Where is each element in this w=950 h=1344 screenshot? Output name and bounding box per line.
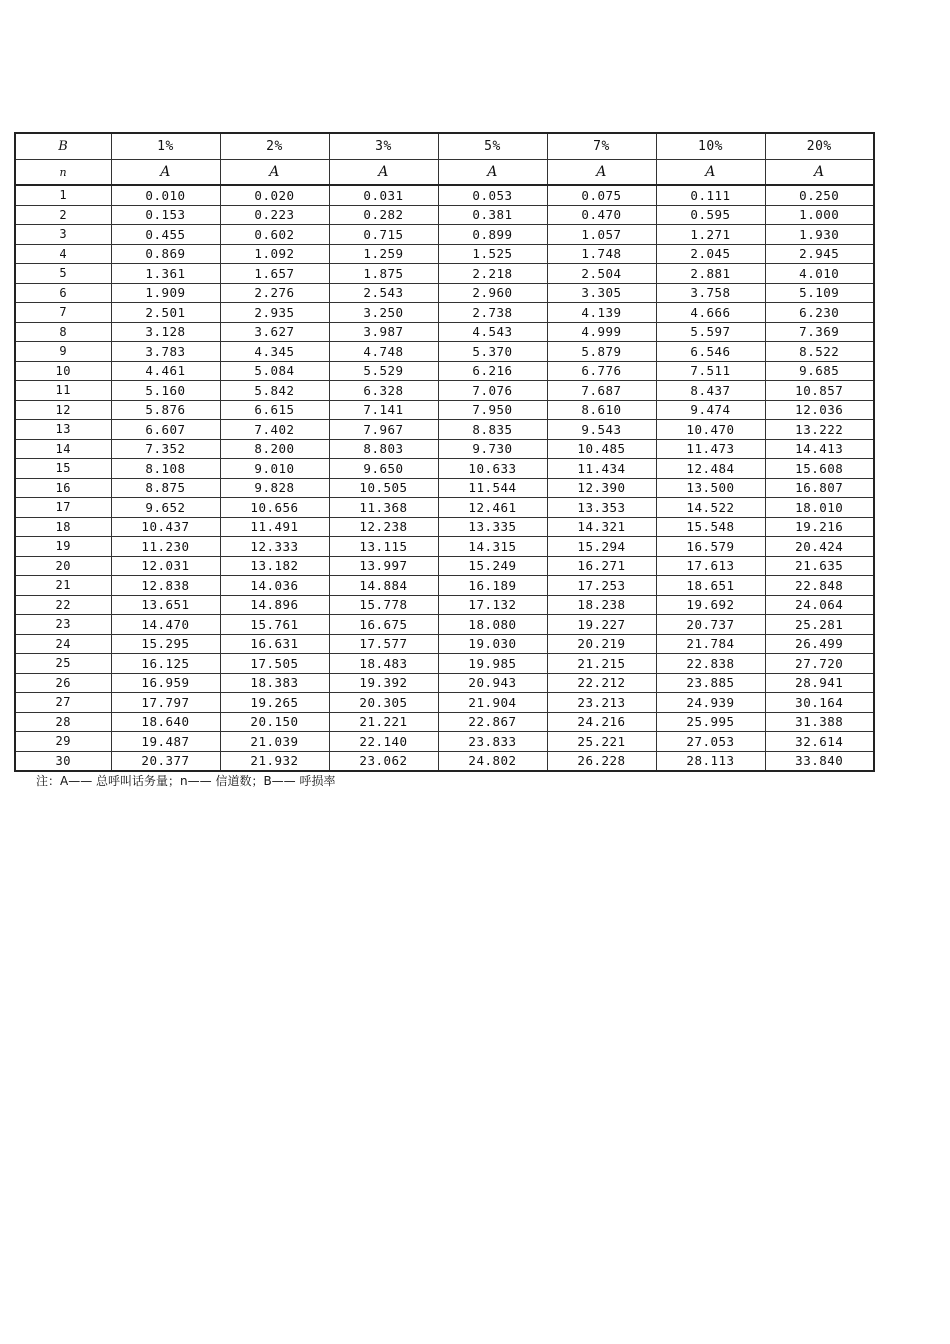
traffic-value-cell: 22.212: [547, 673, 656, 693]
header-b-label: B: [15, 133, 111, 160]
header-col-5: 7%: [547, 133, 656, 160]
channel-count-cell: 22: [15, 595, 111, 615]
table-row: [15, 478, 874, 498]
traffic-value-cell: 22.838: [656, 654, 765, 674]
traffic-value-cell: 5.160: [111, 381, 220, 401]
traffic-value-cell: 13.353: [547, 498, 656, 518]
traffic-value-cell: 3.128: [111, 322, 220, 342]
traffic-value-cell: 13.115: [329, 537, 438, 557]
traffic-value-cell: 32.614: [765, 732, 874, 752]
traffic-value-cell: 9.730: [438, 439, 547, 459]
table-row: [15, 264, 874, 284]
traffic-value-cell: 12.031: [111, 556, 220, 576]
traffic-value-cell: 19.265: [220, 693, 329, 713]
traffic-value-cell: 30.164: [765, 693, 874, 713]
traffic-value-cell: 7.352: [111, 439, 220, 459]
channel-count-cell: 21: [15, 576, 111, 596]
traffic-value-cell: 19.487: [111, 732, 220, 752]
table-row: [15, 185, 874, 205]
traffic-value-cell: 16.189: [438, 576, 547, 596]
traffic-value-cell: 16.675: [329, 615, 438, 635]
traffic-value-cell: 1.875: [329, 264, 438, 284]
channel-count-cell: 18: [15, 517, 111, 537]
traffic-value-cell: 2.276: [220, 283, 329, 303]
channel-count-cell: 12: [15, 400, 111, 420]
table-row: [15, 732, 874, 752]
traffic-value-cell: 5.876: [111, 400, 220, 420]
traffic-value-cell: 15.249: [438, 556, 547, 576]
traffic-value-cell: 21.784: [656, 634, 765, 654]
traffic-value-cell: 5.842: [220, 381, 329, 401]
traffic-value-cell: 25.221: [547, 732, 656, 752]
table-row: [15, 595, 874, 615]
table-row: [15, 400, 874, 420]
traffic-value-cell: 4.543: [438, 322, 547, 342]
traffic-value-cell: 2.945: [765, 244, 874, 264]
channel-count-cell: 24: [15, 634, 111, 654]
header-col-7: 20%: [765, 133, 874, 160]
traffic-value-cell: 10.470: [656, 420, 765, 440]
traffic-value-cell: 0.053: [438, 185, 547, 205]
traffic-value-cell: 6.615: [220, 400, 329, 420]
table-row: [15, 576, 874, 596]
table-row: [15, 634, 874, 654]
channel-count-cell: 25: [15, 654, 111, 674]
traffic-value-cell: 19.030: [438, 634, 547, 654]
traffic-value-cell: 9.828: [220, 478, 329, 498]
traffic-value-cell: 11.544: [438, 478, 547, 498]
channel-count-cell: 5: [15, 264, 111, 284]
erlang-b-table: [14, 132, 875, 772]
traffic-value-cell: 22.140: [329, 732, 438, 752]
traffic-value-cell: 5.109: [765, 283, 874, 303]
channel-count-cell: 8: [15, 322, 111, 342]
channel-count-cell: 23: [15, 615, 111, 635]
traffic-value-cell: 0.031: [329, 185, 438, 205]
traffic-value-cell: 19.985: [438, 654, 547, 674]
header-a-label: A: [765, 160, 874, 186]
traffic-value-cell: 21.635: [765, 556, 874, 576]
traffic-value-cell: 2.543: [329, 283, 438, 303]
traffic-value-cell: 0.899: [438, 225, 547, 245]
traffic-value-cell: 8.108: [111, 459, 220, 479]
table-row: [15, 420, 874, 440]
table-row: [15, 673, 874, 693]
erlang-table-container: [14, 132, 872, 772]
traffic-value-cell: 15.294: [547, 537, 656, 557]
table-row: [15, 283, 874, 303]
traffic-value-cell: 5.879: [547, 342, 656, 362]
traffic-value-cell: 1.657: [220, 264, 329, 284]
table-row: [15, 439, 874, 459]
traffic-value-cell: 7.950: [438, 400, 547, 420]
traffic-value-cell: 27.053: [656, 732, 765, 752]
traffic-value-cell: 4.139: [547, 303, 656, 323]
table-header: [15, 133, 874, 185]
traffic-value-cell: 2.960: [438, 283, 547, 303]
traffic-value-cell: 14.884: [329, 576, 438, 596]
traffic-value-cell: 27.720: [765, 654, 874, 674]
traffic-value-cell: 13.500: [656, 478, 765, 498]
traffic-value-cell: 21.221: [329, 712, 438, 732]
traffic-value-cell: 7.369: [765, 322, 874, 342]
traffic-value-cell: 19.216: [765, 517, 874, 537]
traffic-value-cell: 5.370: [438, 342, 547, 362]
table-row: [15, 303, 874, 323]
traffic-value-cell: 13.335: [438, 517, 547, 537]
traffic-value-cell: 22.867: [438, 712, 547, 732]
traffic-value-cell: 18.238: [547, 595, 656, 615]
traffic-value-cell: 9.474: [656, 400, 765, 420]
header-col-1: 1%: [111, 133, 220, 160]
traffic-value-cell: 10.857: [765, 381, 874, 401]
traffic-value-cell: 11.491: [220, 517, 329, 537]
traffic-value-cell: 2.935: [220, 303, 329, 323]
traffic-value-cell: 12.333: [220, 537, 329, 557]
traffic-value-cell: 6.607: [111, 420, 220, 440]
traffic-value-cell: 15.548: [656, 517, 765, 537]
table-row: [15, 361, 874, 381]
traffic-value-cell: 15.295: [111, 634, 220, 654]
table-row: [15, 322, 874, 342]
traffic-value-cell: 16.807: [765, 478, 874, 498]
traffic-value-cell: 16.125: [111, 654, 220, 674]
traffic-value-cell: 23.213: [547, 693, 656, 713]
traffic-value-cell: 20.377: [111, 751, 220, 771]
traffic-value-cell: 8.200: [220, 439, 329, 459]
traffic-value-cell: 0.715: [329, 225, 438, 245]
table-row: [15, 244, 874, 264]
traffic-value-cell: 10.485: [547, 439, 656, 459]
traffic-value-cell: 12.461: [438, 498, 547, 518]
traffic-value-cell: 0.282: [329, 205, 438, 225]
traffic-value-cell: 3.250: [329, 303, 438, 323]
traffic-value-cell: 8.610: [547, 400, 656, 420]
traffic-value-cell: 33.840: [765, 751, 874, 771]
traffic-value-cell: 1.057: [547, 225, 656, 245]
channel-count-cell: 9: [15, 342, 111, 362]
traffic-value-cell: 14.522: [656, 498, 765, 518]
table-row: [15, 498, 874, 518]
traffic-value-cell: 15.778: [329, 595, 438, 615]
table-row: [15, 654, 874, 674]
header-a-label: A: [438, 160, 547, 186]
traffic-value-cell: 0.869: [111, 244, 220, 264]
table-row: [15, 615, 874, 635]
traffic-value-cell: 18.483: [329, 654, 438, 674]
traffic-value-cell: 4.999: [547, 322, 656, 342]
traffic-value-cell: 6.776: [547, 361, 656, 381]
channel-count-cell: 28: [15, 712, 111, 732]
traffic-value-cell: 23.062: [329, 751, 438, 771]
traffic-value-cell: 26.499: [765, 634, 874, 654]
traffic-value-cell: 1.930: [765, 225, 874, 245]
traffic-value-cell: 11.230: [111, 537, 220, 557]
traffic-value-cell: 0.010: [111, 185, 220, 205]
traffic-value-cell: 9.543: [547, 420, 656, 440]
table-footnote: 注：A—— 总呼叫话务量；n—— 信道数；B—— 呼损率: [36, 774, 336, 788]
traffic-value-cell: 14.315: [438, 537, 547, 557]
traffic-value-cell: 10.656: [220, 498, 329, 518]
traffic-value-cell: 3.758: [656, 283, 765, 303]
traffic-value-cell: 1.525: [438, 244, 547, 264]
traffic-value-cell: 4.345: [220, 342, 329, 362]
traffic-value-cell: 9.010: [220, 459, 329, 479]
header-a-label: A: [329, 160, 438, 186]
table-row: [15, 712, 874, 732]
traffic-value-cell: 3.783: [111, 342, 220, 362]
traffic-value-cell: 15.608: [765, 459, 874, 479]
traffic-value-cell: 17.132: [438, 595, 547, 615]
header-col-3: 3%: [329, 133, 438, 160]
traffic-value-cell: 18.651: [656, 576, 765, 596]
header-col-4: 5%: [438, 133, 547, 160]
header-col-2: 2%: [220, 133, 329, 160]
traffic-value-cell: 18.383: [220, 673, 329, 693]
channel-count-cell: 27: [15, 693, 111, 713]
traffic-value-cell: 5.084: [220, 361, 329, 381]
traffic-value-cell: 11.368: [329, 498, 438, 518]
table-row: [15, 693, 874, 713]
traffic-value-cell: 17.613: [656, 556, 765, 576]
traffic-value-cell: 12.036: [765, 400, 874, 420]
table-row: [15, 751, 874, 771]
table-row: [15, 225, 874, 245]
header-a-label: A: [547, 160, 656, 186]
traffic-value-cell: 16.271: [547, 556, 656, 576]
channel-count-cell: 11: [15, 381, 111, 401]
traffic-value-cell: 7.076: [438, 381, 547, 401]
traffic-value-cell: 22.848: [765, 576, 874, 596]
traffic-value-cell: 20.943: [438, 673, 547, 693]
traffic-value-cell: 23.833: [438, 732, 547, 752]
traffic-value-cell: 20.219: [547, 634, 656, 654]
traffic-value-cell: 13.222: [765, 420, 874, 440]
traffic-value-cell: 10.505: [329, 478, 438, 498]
traffic-value-cell: 18.010: [765, 498, 874, 518]
traffic-value-cell: 1.092: [220, 244, 329, 264]
traffic-value-cell: 8.835: [438, 420, 547, 440]
traffic-value-cell: 4.461: [111, 361, 220, 381]
traffic-value-cell: 8.522: [765, 342, 874, 362]
traffic-value-cell: 11.473: [656, 439, 765, 459]
traffic-value-cell: 11.434: [547, 459, 656, 479]
traffic-value-cell: 2.504: [547, 264, 656, 284]
header-row-traffic: [15, 160, 874, 186]
traffic-value-cell: 17.505: [220, 654, 329, 674]
traffic-value-cell: 1.909: [111, 283, 220, 303]
channel-count-cell: 29: [15, 732, 111, 752]
header-a-label: A: [656, 160, 765, 186]
traffic-value-cell: 6.328: [329, 381, 438, 401]
header-a-label: A: [111, 160, 220, 186]
table-row: [15, 537, 874, 557]
channel-count-cell: 26: [15, 673, 111, 693]
traffic-value-cell: 0.595: [656, 205, 765, 225]
traffic-value-cell: 12.838: [111, 576, 220, 596]
traffic-value-cell: 19.392: [329, 673, 438, 693]
table-row: [15, 381, 874, 401]
table-body: [15, 185, 874, 771]
traffic-value-cell: 12.238: [329, 517, 438, 537]
traffic-value-cell: 1.748: [547, 244, 656, 264]
header-col-6: 10%: [656, 133, 765, 160]
traffic-value-cell: 20.737: [656, 615, 765, 635]
traffic-value-cell: 7.402: [220, 420, 329, 440]
traffic-value-cell: 24.064: [765, 595, 874, 615]
traffic-value-cell: 10.633: [438, 459, 547, 479]
channel-count-cell: 30: [15, 751, 111, 771]
traffic-value-cell: 13.182: [220, 556, 329, 576]
traffic-value-cell: 15.761: [220, 615, 329, 635]
traffic-value-cell: 5.529: [329, 361, 438, 381]
traffic-value-cell: 9.652: [111, 498, 220, 518]
channel-count-cell: 14: [15, 439, 111, 459]
traffic-value-cell: 18.640: [111, 712, 220, 732]
traffic-value-cell: 3.627: [220, 322, 329, 342]
traffic-value-cell: 26.228: [547, 751, 656, 771]
table-row: [15, 556, 874, 576]
traffic-value-cell: 17.253: [547, 576, 656, 596]
traffic-value-cell: 6.230: [765, 303, 874, 323]
channel-count-cell: 17: [15, 498, 111, 518]
table-row: [15, 517, 874, 537]
traffic-value-cell: 9.685: [765, 361, 874, 381]
traffic-value-cell: 7.511: [656, 361, 765, 381]
traffic-value-cell: 2.218: [438, 264, 547, 284]
traffic-value-cell: 21.932: [220, 751, 329, 771]
channel-count-cell: 10: [15, 361, 111, 381]
traffic-value-cell: 25.995: [656, 712, 765, 732]
traffic-value-cell: 0.075: [547, 185, 656, 205]
traffic-value-cell: 8.437: [656, 381, 765, 401]
traffic-value-cell: 12.484: [656, 459, 765, 479]
traffic-value-cell: 10.437: [111, 517, 220, 537]
traffic-value-cell: 21.039: [220, 732, 329, 752]
traffic-value-cell: 1.271: [656, 225, 765, 245]
traffic-value-cell: 0.381: [438, 205, 547, 225]
traffic-value-cell: 1.259: [329, 244, 438, 264]
traffic-value-cell: 25.281: [765, 615, 874, 635]
traffic-value-cell: 7.141: [329, 400, 438, 420]
traffic-value-cell: 16.959: [111, 673, 220, 693]
traffic-value-cell: 14.321: [547, 517, 656, 537]
traffic-value-cell: 0.223: [220, 205, 329, 225]
traffic-value-cell: 23.885: [656, 673, 765, 693]
traffic-value-cell: 4.010: [765, 264, 874, 284]
traffic-value-cell: 20.424: [765, 537, 874, 557]
traffic-value-cell: 14.470: [111, 615, 220, 635]
traffic-value-cell: 24.216: [547, 712, 656, 732]
traffic-value-cell: 24.802: [438, 751, 547, 771]
channel-count-cell: 3: [15, 225, 111, 245]
traffic-value-cell: 19.692: [656, 595, 765, 615]
traffic-value-cell: 13.651: [111, 595, 220, 615]
channel-count-cell: 19: [15, 537, 111, 557]
traffic-value-cell: 20.305: [329, 693, 438, 713]
traffic-value-cell: 14.036: [220, 576, 329, 596]
traffic-value-cell: 1.000: [765, 205, 874, 225]
traffic-value-cell: 13.997: [329, 556, 438, 576]
traffic-value-cell: 12.390: [547, 478, 656, 498]
traffic-value-cell: 21.215: [547, 654, 656, 674]
table-row: [15, 342, 874, 362]
traffic-value-cell: 14.896: [220, 595, 329, 615]
traffic-value-cell: 6.216: [438, 361, 547, 381]
traffic-value-cell: 28.113: [656, 751, 765, 771]
traffic-value-cell: 20.150: [220, 712, 329, 732]
traffic-value-cell: 16.579: [656, 537, 765, 557]
header-row-blocking: [15, 133, 874, 160]
channel-count-cell: 4: [15, 244, 111, 264]
channel-count-cell: 20: [15, 556, 111, 576]
channel-count-cell: 2: [15, 205, 111, 225]
traffic-value-cell: 5.597: [656, 322, 765, 342]
traffic-value-cell: 17.797: [111, 693, 220, 713]
traffic-value-cell: 28.941: [765, 673, 874, 693]
traffic-value-cell: 0.470: [547, 205, 656, 225]
traffic-value-cell: 16.631: [220, 634, 329, 654]
traffic-value-cell: 0.602: [220, 225, 329, 245]
traffic-value-cell: 0.455: [111, 225, 220, 245]
traffic-value-cell: 17.577: [329, 634, 438, 654]
traffic-value-cell: 31.388: [765, 712, 874, 732]
traffic-value-cell: 3.305: [547, 283, 656, 303]
traffic-value-cell: 0.020: [220, 185, 329, 205]
traffic-value-cell: 4.666: [656, 303, 765, 323]
traffic-value-cell: 8.803: [329, 439, 438, 459]
traffic-value-cell: 4.748: [329, 342, 438, 362]
channel-count-cell: 15: [15, 459, 111, 479]
channel-count-cell: 1: [15, 185, 111, 205]
traffic-value-cell: 21.904: [438, 693, 547, 713]
traffic-value-cell: 8.875: [111, 478, 220, 498]
traffic-value-cell: 14.413: [765, 439, 874, 459]
traffic-value-cell: 2.501: [111, 303, 220, 323]
traffic-value-cell: 0.111: [656, 185, 765, 205]
traffic-value-cell: 2.045: [656, 244, 765, 264]
traffic-value-cell: 6.546: [656, 342, 765, 362]
traffic-value-cell: 0.250: [765, 185, 874, 205]
channel-count-cell: 13: [15, 420, 111, 440]
table-row: [15, 459, 874, 479]
channel-count-cell: 7: [15, 303, 111, 323]
traffic-value-cell: 0.153: [111, 205, 220, 225]
channel-count-cell: 6: [15, 283, 111, 303]
traffic-value-cell: 2.738: [438, 303, 547, 323]
traffic-value-cell: 7.687: [547, 381, 656, 401]
traffic-value-cell: 18.080: [438, 615, 547, 635]
traffic-value-cell: 19.227: [547, 615, 656, 635]
traffic-value-cell: 3.987: [329, 322, 438, 342]
header-a-label: A: [220, 160, 329, 186]
traffic-value-cell: 9.650: [329, 459, 438, 479]
traffic-value-cell: 2.881: [656, 264, 765, 284]
channel-count-cell: 16: [15, 478, 111, 498]
table-row: [15, 205, 874, 225]
traffic-value-cell: 24.939: [656, 693, 765, 713]
traffic-value-cell: 7.967: [329, 420, 438, 440]
traffic-value-cell: 1.361: [111, 264, 220, 284]
header-n-label: n: [15, 160, 111, 186]
